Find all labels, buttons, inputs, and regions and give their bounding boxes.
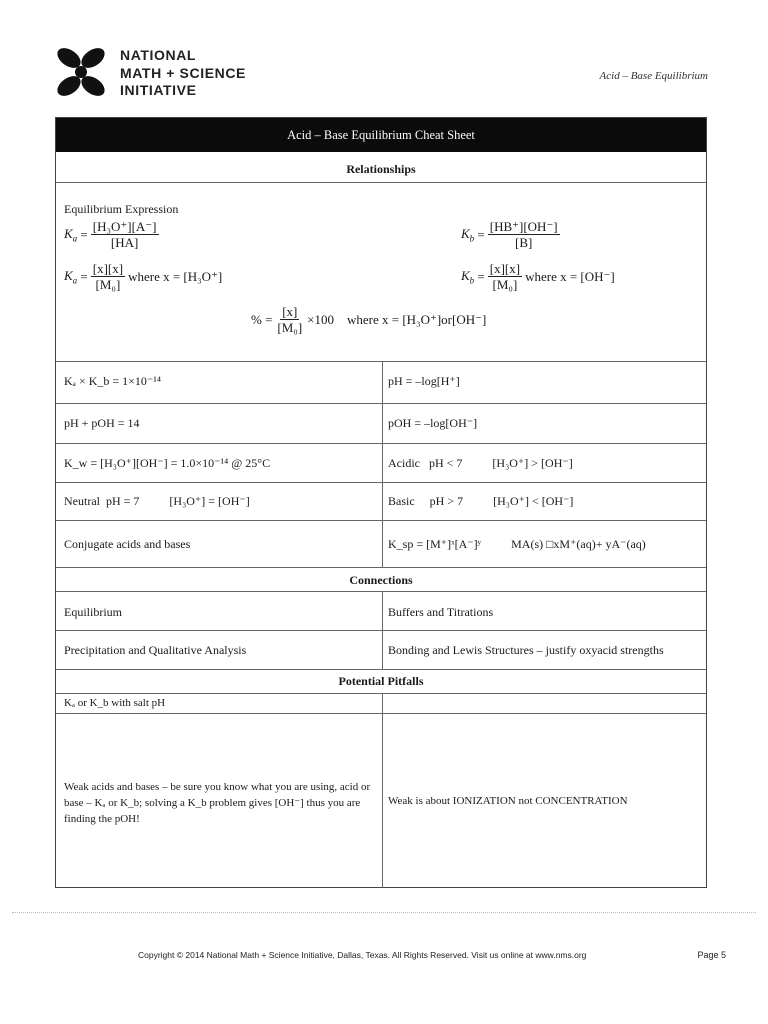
sheet-title: Acid – Base Equilibrium Cheat Sheet: [56, 118, 706, 152]
pitfall-item: Weak is about IONIZATION not CONCENTRATION: [388, 795, 628, 807]
org-line: INITIATIVE: [120, 82, 197, 98]
divider: [56, 567, 706, 568]
kb-approx-note: where x = [OH⁻]: [525, 268, 615, 284]
pitfalls-heading: Potential Pitfalls: [338, 674, 424, 688]
page-number: Page 5: [697, 950, 726, 960]
cheat-sheet-table: [55, 117, 707, 888]
ka-symbol: $K_a$: [64, 225, 78, 244]
relationship-row-right: pH = –log[H⁺]: [388, 374, 460, 388]
divider: [56, 482, 706, 483]
org-line: MATH + SCIENCE: [120, 64, 246, 81]
footer-divider: [12, 912, 756, 913]
pitfall-item: Kₐ or K_b with salt pH: [64, 697, 166, 709]
column-divider: [382, 591, 383, 669]
copyright-text: Copyright © 2014 National Math + Science Initiative, Dallas, Texas. All Rights Reserved. Visit us online at www.nms.org: [138, 950, 587, 960]
pitfall-item: Weak acids and bases – be sure you know what you are using, acid or base – Kₐ or K_b; solving a K_b problem gives [OH⁻] thus you are finding the pOH!: [64, 781, 371, 825]
relationship-row-right: Acidic pH < 7 [H₃O⁺] > [OH⁻]: [388, 456, 573, 470]
kb-approximation: $K_b$ = $\frac{[x][x]}{\text{[M₀]}}$ where x = [OH⁻]: [461, 261, 615, 292]
divider: [56, 520, 706, 521]
organization-name: [120, 47, 246, 100]
relationship-row-left: K_w = [H₃O⁺][OH⁻] = 1.0×10⁻¹⁴ @ 25°C: [64, 456, 271, 470]
kb-expression: $K_b$ = $\frac{[HB^+][OH^-]}{[B]}$: [461, 219, 558, 250]
equilibrium-expression-label: Equilibrium Expression: [64, 202, 179, 216]
kb-denominator: [B]: [515, 235, 533, 250]
divider: [56, 669, 706, 670]
document-title: Acid – Base Equilibrium: [599, 70, 708, 82]
column-divider: [382, 361, 383, 567]
ka-denominator: [HA]: [110, 235, 139, 250]
divider: [56, 630, 706, 631]
percent-ionization-expression: % = $\frac{[x]}{\text{[M₀]}}$ ×100 where x = [H₃O⁺]or[OH⁻]: [251, 304, 487, 335]
org-line: NATIONAL: [120, 47, 197, 63]
relationship-row-right: K_sp = [M⁺]ˣ[A⁻]ʸ MA(s) □xM⁺(aq)+ yA⁻(aq): [388, 537, 646, 551]
kb-symbol: $K_b$: [461, 225, 475, 244]
divider: [56, 403, 706, 404]
divider: [56, 591, 706, 592]
relationship-row-left: Neutral pH = 7 [H₃O⁺] = [OH⁻]: [64, 494, 250, 508]
connection-item: Precipitation and Qualitative Analysis: [64, 643, 247, 657]
ka-approx-note: where x = [H₃O⁺]: [128, 268, 223, 284]
relationship-row-left: Conjugate acids and bases: [64, 537, 191, 551]
relationships-heading: Relationships: [346, 162, 416, 176]
relationship-row-right: pOH = –log[OH⁻]: [388, 416, 478, 430]
divider: [56, 182, 706, 183]
relationship-row-left: pH + pOH = 14: [64, 416, 140, 430]
ka-numerator: [H₃O⁺][A⁻]: [92, 219, 157, 234]
relationship-row-left: Kₐ × K_b = 1×10⁻¹⁴: [64, 374, 162, 388]
divider: [56, 361, 706, 362]
ka-approximation: $K_a$ = $\frac{[x][x]}{\text{[M₀]}}$ where x = [H₃O⁺]: [64, 261, 223, 292]
relationship-row-right: Basic pH > 7 [H₃O⁺] < [OH⁻]: [388, 494, 574, 508]
connection-item: Bonding and Lewis Structures – justify oxyacid strengths: [388, 643, 664, 657]
divider: [56, 443, 706, 444]
column-divider: [382, 693, 383, 888]
ka-expression: $K_a$ = $\frac{\text{[H₃O⁺][A⁻]}}{[HA]}$: [64, 219, 157, 250]
connections-heading: Connections: [349, 573, 413, 587]
divider: [56, 713, 706, 714]
connection-item: Equilibrium: [64, 605, 122, 619]
connection-item: Buffers and Titrations: [388, 605, 494, 619]
kb-numerator: [HB⁺][OH⁻]: [489, 219, 558, 234]
divider: [56, 693, 706, 694]
nmsi-logo-icon: [55, 46, 107, 98]
